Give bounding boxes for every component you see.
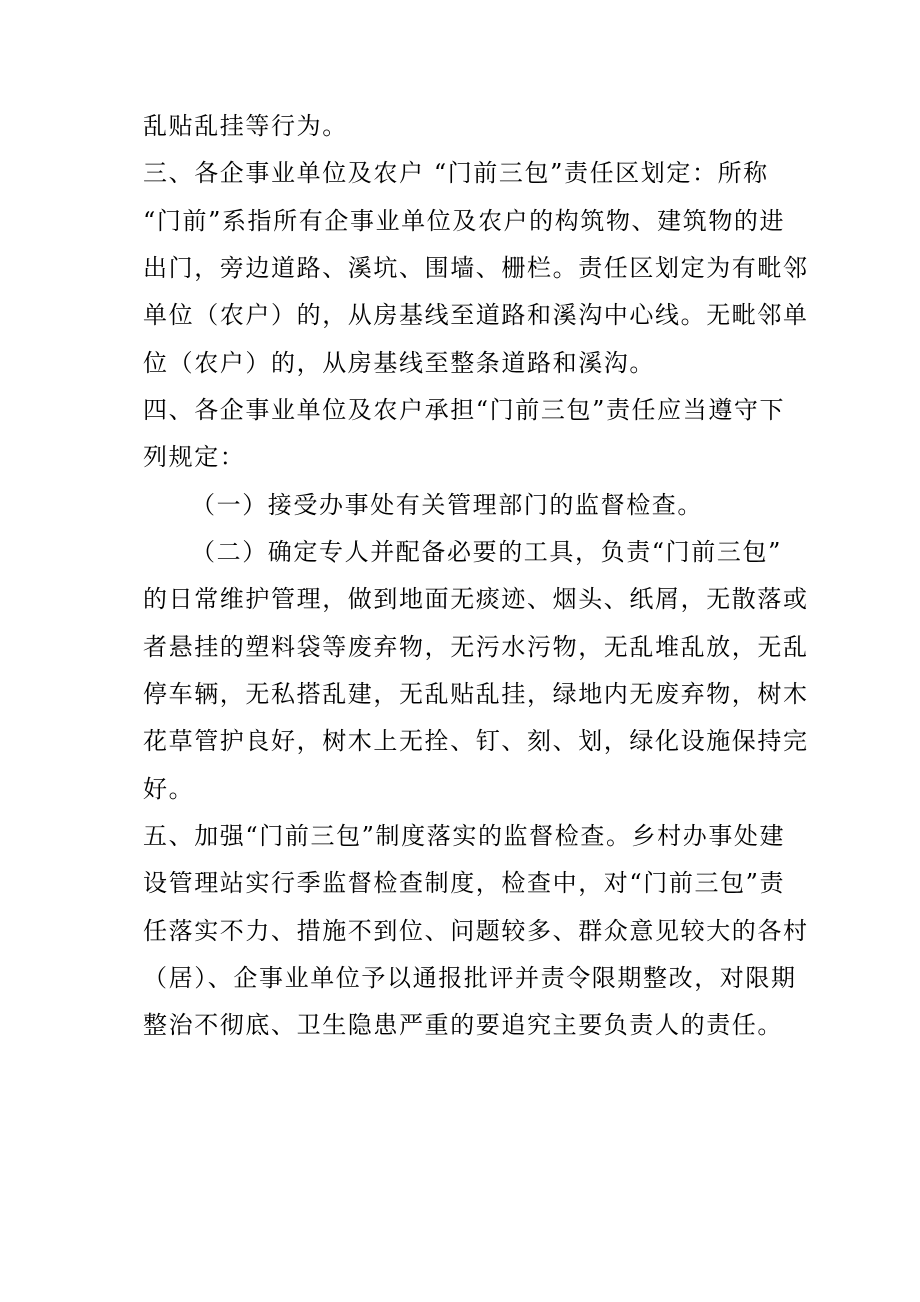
text-line: 停车辆，无私搭乱建，无乱贴乱挂，绿地内无废弃物，树木 [143, 680, 809, 708]
text-line: 花草管护良好，树木上无拴、钉、刻、划，绿化设施保持完 [143, 727, 809, 755]
text-line: 位（农户）的，从房基线至整条道路和溪沟。 [143, 349, 655, 377]
text-line: （二）确定专人并配备必要的工具，负责“门前三包” [191, 538, 782, 566]
text-line: 任落实不力、措施不到位、问题较多、群众意见较大的各村 [143, 917, 809, 945]
text-line: （居）、企事业单位予以通报批评并责令限期整改，对限期 [143, 964, 797, 992]
text-line: 设管理站实行季监督检查制度，检查中，对“门前三包”责 [143, 869, 786, 897]
text-line: 四、各企事业单位及农户承担“门前三包”责任应当遵守下 [143, 396, 786, 424]
text-line: 列规定： [143, 443, 246, 471]
text-line: 者悬挂的塑料袋等废弃物，无污水污物，无乱堆乱放，无乱 [143, 633, 809, 661]
text-line: 出门，旁边道路、溪坑、围墙、栅栏。责任区划定为有毗邻 [143, 254, 809, 282]
text-line: 乱贴乱挂等行为。 [143, 112, 348, 140]
text-line: 整治不彻底、卫生隐患严重的要追究主要负责人的责任。 [143, 1011, 783, 1039]
text-line: 五、加强“门前三包”制度落实的监督检查。乡村办事处建 [143, 822, 786, 850]
text-line: 单位（农户）的，从房基线至道路和溪沟中心线。无毗邻单 [143, 301, 809, 329]
text-line: 三、各企事业单位及农户 “门前三包”责任区划定：所称 [143, 159, 769, 187]
text-line: （一）接受办事处有关管理部门的监督检查。 [191, 491, 703, 519]
text-line: 好。 [143, 775, 195, 803]
text-line: “门前”系指所有企事业单位及农户的构筑物、建筑物的进 [143, 207, 786, 235]
text-line: 的日常维护管理，做到地面无痰迹、烟头、纸屑，无散落或 [143, 585, 809, 613]
